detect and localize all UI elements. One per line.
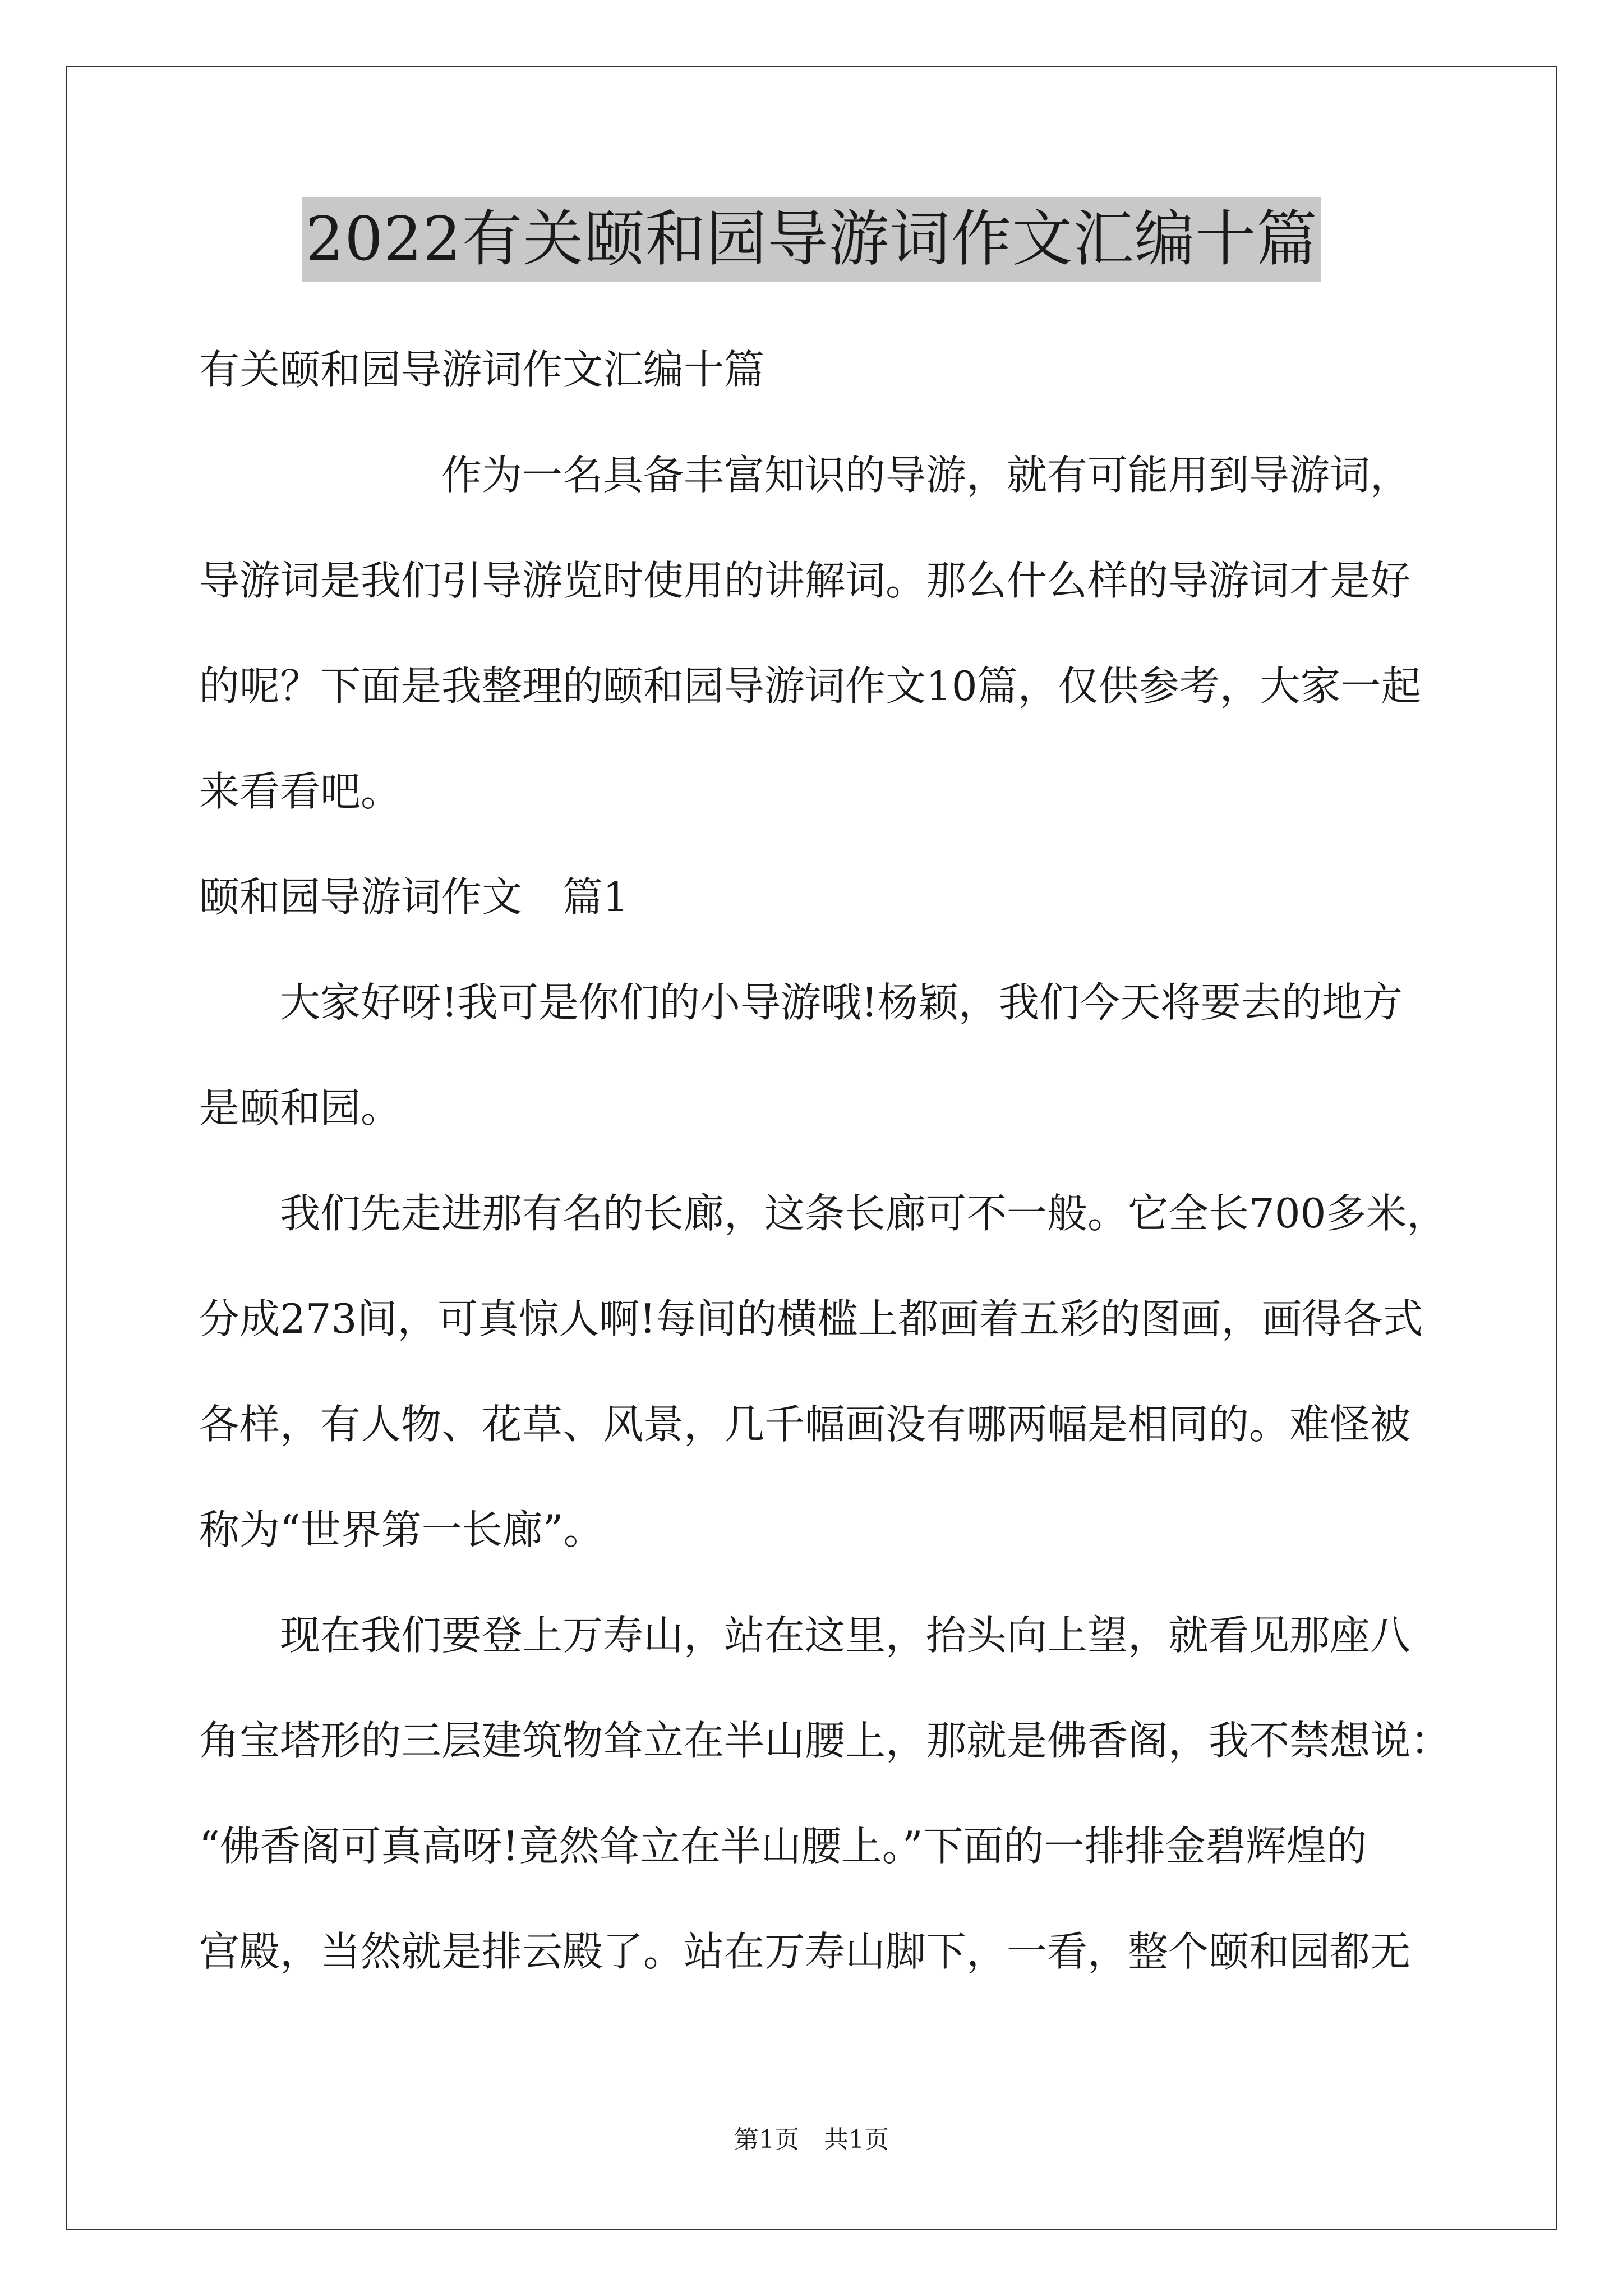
paragraph-line: 角宝塔形的三层建筑物耸立在半山腰上，那就是佛香阁，我不禁想说： [199, 1717, 1451, 1764]
paragraph-line: 导游词是我们引导游览时使用的讲解词。那么什么样的导游词才是好 [199, 557, 1411, 604]
paragraph-line: 分成273间，可真惊人啊!每间的横槛上都画着五彩的图画，画得各式 [199, 1295, 1423, 1342]
heading-line: 有关颐和园导游词作文汇编十篇 [199, 346, 765, 393]
paragraph-line: 宫殿，当然就是排云殿了。站在万寿山脚下，一看，整个颐和园都无 [199, 1928, 1411, 1975]
page-footer: 第1页 共1页 [734, 2125, 889, 2154]
document-title: 2022有关颐和园导游词作文汇编十篇 [302, 197, 1321, 282]
paragraph-line: 称为“世界第一长廊”。 [199, 1506, 604, 1553]
paragraph-line: 作为一名具备丰富知识的导游，就有可能用到导游词， [199, 452, 1411, 499]
section-heading: 颐和园导游词作文 篇1 [199, 873, 629, 921]
paragraph-line: 来看看吧。 [199, 768, 402, 815]
paragraph-line: 大家好呀!我可是你们的小导游哦!杨颖，我们今天将要去的地方 [199, 979, 1403, 1026]
paragraph-line: 各样，有人物、花草、风景，几千幅画没有哪两幅是相同的。难怪被 [199, 1401, 1411, 1448]
title-container [0, 197, 1623, 282]
paragraph-line: 我们先走进那有名的长廊，这条长廊可不一般。它全长700多米， [199, 1190, 1447, 1237]
document-body [199, 317, 1455, 2004]
paragraph-line: “佛香阁可真高呀!竟然耸立在半山腰上。”下面的一排排金碧辉煌的 [199, 1823, 1367, 1870]
paragraph-line: 是颐和园。 [199, 1084, 402, 1131]
paragraph-line: 现在我们要登上万寿山，站在这里，抬头向上望，就看见那座八 [199, 1612, 1411, 1659]
paragraph-line: 的呢？下面是我整理的颐和园导游词作文10篇，仅供参考，大家一起 [199, 662, 1422, 710]
